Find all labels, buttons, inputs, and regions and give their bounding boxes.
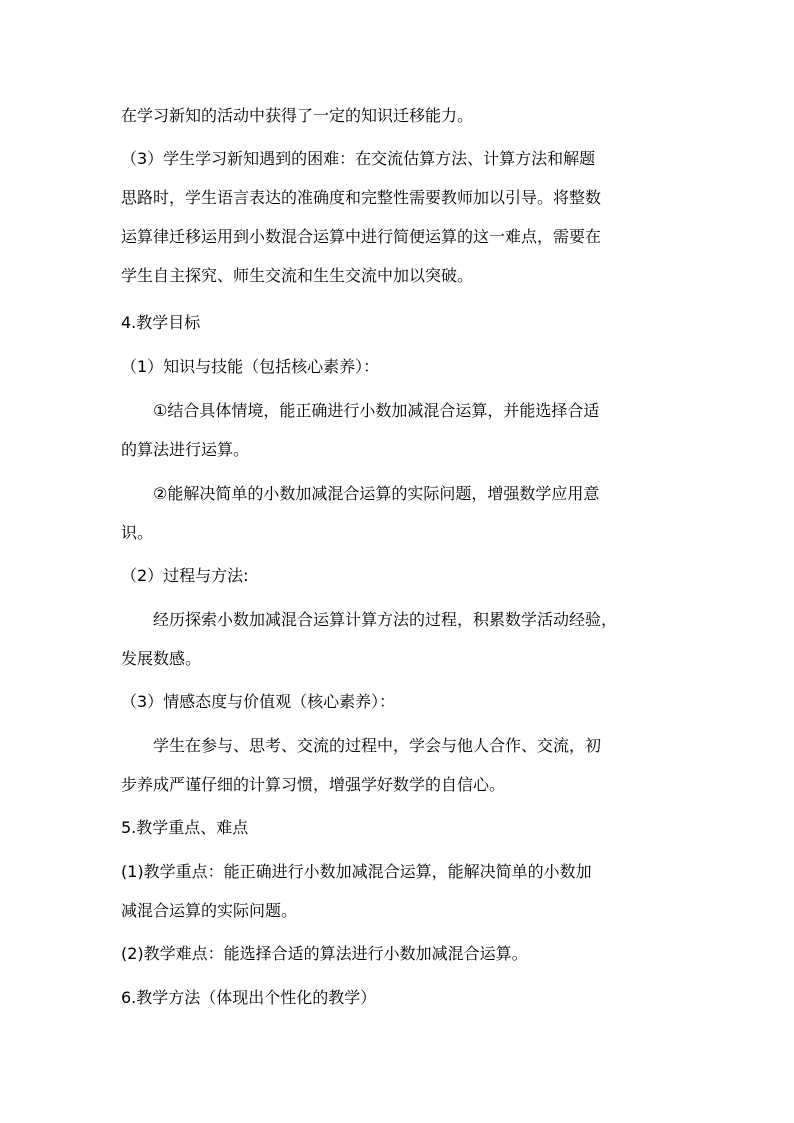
paragraph-line: ①结合具体情境，能正确进行小数加减混合运算，并能选择合适 xyxy=(153,401,600,420)
paragraph-line: 学生在参与、思考、交流的过程中，学会与他人合作、交流，初 xyxy=(153,736,602,755)
paragraph-line: ②能解决简单的小数加减混合运算的实际问题，增强数学应用意 xyxy=(153,484,600,503)
subheading-emotion-values: （3）情感态度与价值观（核心素养）： xyxy=(121,692,396,711)
paragraph-line: 思路时，学生语言表达的准确度和完整性需要教师加以引导。将整数 xyxy=(121,188,602,207)
paragraph-line: （3）学生学习新知遇到的困难：在交流估算方法、计算方法和解题 xyxy=(121,149,596,168)
section-heading-5: 5.教学重点、难点 xyxy=(121,818,249,837)
paragraph-line: 的算法进行运算。 xyxy=(121,440,250,459)
subheading-process-method: （2）过程与方法: xyxy=(121,566,249,585)
paragraph-line: 识。 xyxy=(121,523,154,542)
paragraph-line: 在学习新知的活动中获得了一定的知识迁移能力。 xyxy=(121,106,474,125)
paragraph-line: (1)教学重点：能正确进行小数加减混合运算，能解决简单的小数加 xyxy=(121,862,592,881)
paragraph-line: (2)教学难点：能选择合适的算法进行小数加减混合运算。 xyxy=(121,944,528,963)
paragraph-line: 步养成严谨仔细的计算习惯，增强学好数学的自信心。 xyxy=(121,775,506,794)
paragraph-line: 学生自主探究、师生交流和生生交流中加以突破。 xyxy=(121,266,474,285)
paragraph-line: 发展数感。 xyxy=(121,649,202,668)
section-heading-4: 4.教学目标 xyxy=(121,313,201,332)
section-heading-6: 6.教学方法（体现出个性化的教学） xyxy=(121,988,377,1007)
paragraph-line: 经历探索小数加减混合运算计算方法的过程，积累数学活动经验， xyxy=(153,610,618,629)
subheading-knowledge-skills: （1）知识与技能（包括核心素养）： xyxy=(121,357,380,376)
paragraph-line: 运算律迁移运用到小数混合运算中进行简便运算的这一难点，需要在 xyxy=(121,227,602,246)
paragraph-line: 减混合运算的实际问题。 xyxy=(121,901,298,920)
